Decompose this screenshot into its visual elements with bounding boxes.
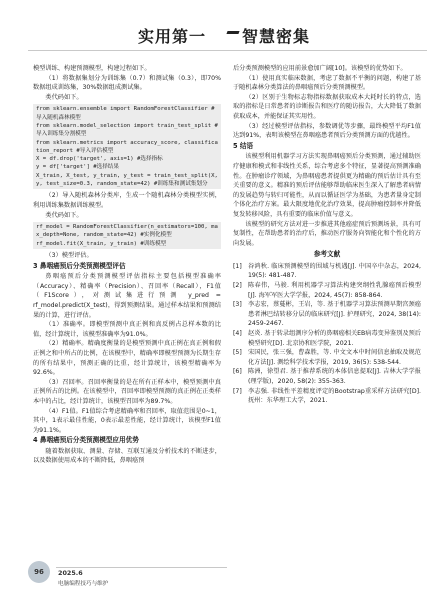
section-tagline: 智慧密集 <box>242 27 311 46</box>
paragraph: 后分类预测模型的应用前景愈加广阔[10]。该模型的优势如下。 <box>233 65 407 72</box>
references-list <box>233 262 421 406</box>
reference-item: [6] 陈洲，徐望君. 基于推荐系统的本体信息提取[J]. 吉林大学学报(理学版)，2020, 58(2): 355-363. <box>233 368 421 385</box>
paragraph: （1）将数据集划分为训练集（0.7）和测试集（0.3），即70%数据组成训练集，30%数据组成测试集。 <box>33 74 221 92</box>
section-heading: 3 鼻咽癌预后分类预测模型评估 <box>33 261 126 270</box>
paragraph: （3）召回率。召回率衡量的是在所有正样本中，模型预测中真正例所占的比例。在该模型中，召回率即模型预测的真正例在正类样本中的占比，经计算统计，该模型召回率为89.7%。 <box>33 378 221 405</box>
section-heading: 4 鼻咽癌预后分类预测模型应用优势 <box>33 436 139 445</box>
magazine-name: 电脑编程技巧与维护 <box>58 581 109 587</box>
section-heading: 5 结语 <box>233 141 254 150</box>
header-slash <box>226 31 239 34</box>
right-column <box>233 64 421 406</box>
reference-item: [7] 李志强. 非线性平差精度评定的Bootstrap重采样方法研究[D]. 抚州：东华理工大学，2021. <box>233 387 421 405</box>
paragraph: （3）模型评估。 <box>45 252 93 260</box>
paragraph: （2）精确率。精确度衡量的是模型预测中真正例在真正例和假正例之和中所占的比例，在该模型中，精确率即模型预测为长期生存的所有结果中，预测正确的比重，经计算统计，该模型精确率为92.6%。 <box>33 340 221 377</box>
paragraph: （2）导入随机森林分类库，生成一个随机森林分类模型实例，利用训练集数据训练模型。 <box>33 192 221 209</box>
footer-rule <box>56 567 227 568</box>
page-footer <box>0 544 427 591</box>
reference-item: [4] 赵炎. 基于转录组测序分析的鼻咽癌相关EB病毒变异鉴别及预后模型研究[D]. 北京协和医学院，2021. <box>233 330 421 347</box>
issue-label: 2025.6 <box>58 569 83 577</box>
paragraph: 该模型利用机器学习方法实现鼻咽癌预后分类预测，通过辅助医疗健康和模式和非线性关系，综合考虑多个特征，显著提高预测准确性。在肿瘤诊疗领域，为鼻咽癌患者提供更为精确的预后估计具有至关重要的意义。精准的预后评估能够帮助临床医生深入了解患者病情的发展趋势与转归可能性，从而以循证医学为基础，为患者量身定制个体化治疗方案。最大限度地优化治疗效果，提高肿瘤控制率并降低复发转移风险，具有重要的临床价值与意义。 <box>233 153 421 218</box>
paragraph: （4）F1值。F1值综合考虑精确率和召回率，取值范围是0~1，其中，1表示最佳性能，0表示最差性能，经计算统计，该模型F1值为91.1%。 <box>33 407 221 434</box>
code-block-split: from sklearn.ensemble import RandomForestClassifier #导入随机森林模型 from sklearn.model_selection import train_test_split #导入训练集分割模型 from sklearn.metrics import accuracy_score, classification_report #导入评估模型 X = df.drop('target', axis=1) #选择指标 y = df['target'] #选择结果 X_train, X_test, y_train, y_test = train_test_split(X, y, test_size=0.3, random_state=42) #训练集和测试集划分 <box>33 104 221 189</box>
paragraph: 随着数据获取、测量、存储、互联互通及分析技术的不断进步，以及数据使用成本的不断降低，鼻咽癌预 <box>33 447 221 465</box>
paragraph: 该模型的研究方法对进一步推进其他癌症预后预测场景，具有可复制性，在帮助患者的治疗后，推动医疗服务向智能化和个性化的方向发展。 <box>233 220 421 247</box>
header-rule <box>28 50 427 51</box>
paragraph: （2）区别于生物标志物指标数据获取成本大耗时长的特点，选取的指标是日常患者的诊断报告和医疗的随访报告，大大降低了数据获取成本，并能保证其实用性。 <box>233 93 421 120</box>
paragraph: 类代码如下。 <box>45 93 83 101</box>
paragraph: 鼻咽癌预后分类预测模型评估指标主要包括模型准确率（Accuracy）、精确率（Precision）、召回率（Recall），F1值（F1Score），对测试集进行预测 y_pred = rf_model.predict(X_test)，得到预测结果。通过样本结果和预测结果的计算，进行评估。 <box>33 273 221 319</box>
paragraph: 模型训练、构建预测模型，构建过程如下。 <box>33 65 151 72</box>
page-header <box>0 0 427 58</box>
reference-item: [3] 李志宏，蔡蔓彬，王岩，等. 基于机器学习算法预测早期宫颈癌患者淋巴结转移分层的临床研究[J]. 护理研究，2024, 38(14): 2459-2467. <box>233 301 421 328</box>
code-block-model: rf_model = RandomForestClassifier(n_estimators=100, max_depth=None, random_state=42) #实例化模型 rf_model.fit(X_train, y_train) #训练模型 <box>33 222 221 249</box>
reference-item: [1] 谷鸿秋. 临床预测模型的围域与机遇[J]. 中国卒中杂志，2024, 19(5): 481-487. <box>233 262 421 280</box>
reference-item: [5] 宋国民，张三强，曹森胜，等. 中文文本中时间信息抽取及规范化方法[J]. 测绘科学技术学报，2019, 36(5): 538-544. <box>233 349 421 366</box>
paragraph: 类代码如下。 <box>45 211 83 219</box>
page-number: 96 <box>28 561 50 583</box>
paragraph: （1）准确率。即模型预测中真正例和真反例占总样本数的比值，经计算统计，该模型准确率为91.0%。 <box>33 321 221 338</box>
left-column <box>33 64 221 466</box>
reference-item: [2] 陈春伟，马骏. 利用机器学习算法构建突纲性乳腺癌预后模型[J]. 海军军医大学学报，2024, 45(7): 858-864. <box>233 282 421 299</box>
section-title: 实用第一 <box>138 27 207 46</box>
paragraph: （3）经过模型评估指标，参数调优等步骤，最终模型平均F1值达到91%，表明该模型在鼻咽癌患者预后分类预测方面的优越性。 <box>233 122 421 140</box>
references-heading: 参考文献 <box>313 250 341 259</box>
paragraph: （1）使用真实临床数据，考虑了数据不平衡的问题，构建了基于随机森林分类算法的鼻咽癌预后分类预测模型。 <box>233 74 421 92</box>
